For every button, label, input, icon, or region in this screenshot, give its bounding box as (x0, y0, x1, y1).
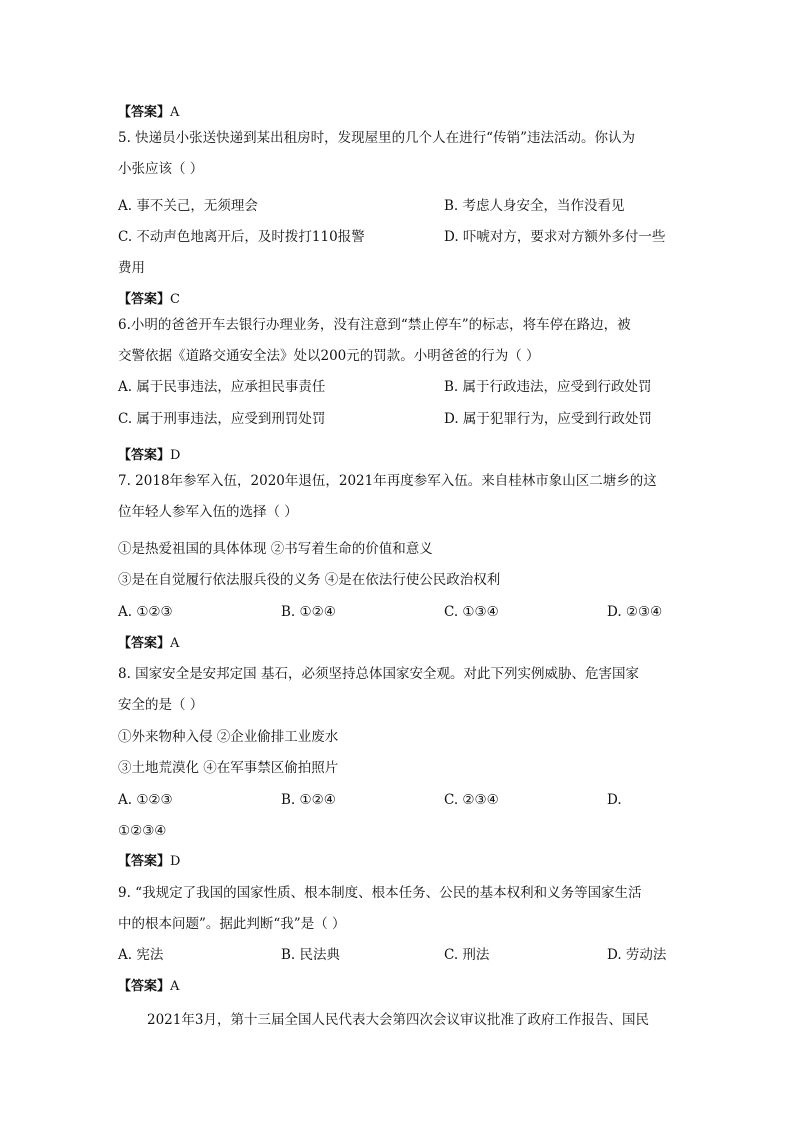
question-5-stem-line2: 小张应该（ ） (118, 161, 204, 177)
answer-line-q6 (118, 447, 180, 465)
question-5-stem-line1: 5. 快递员小张送快递到某出租房时，发现屋里的几个人在进行“传销”违法活动。你认为 (118, 130, 635, 146)
question-7-items-line2: ③是在自觉履行依法服兵役的义务 ④是在依法行使公民政治权利 (118, 572, 501, 588)
answer-label: 【答案】 (118, 292, 171, 307)
question-9-option-a: A. 宪法 (118, 947, 164, 963)
answer-line-q5 (118, 291, 180, 309)
answer-line-q4 (118, 104, 179, 122)
question-8-items-line2: ③土地荒漠化 ④在军事禁区偷拍照片 (118, 760, 339, 776)
question-7-option-a: A. ①②③ (118, 604, 173, 620)
question-5-option-d: D. 吓唬对方，要求对方额外多付一些 (444, 229, 666, 245)
question-9-stem-line2: 中的根本问题”。据此判断“我”是（ ） (118, 916, 346, 932)
question-8-option-d-continued: ①②③④ (118, 823, 167, 839)
question-8-option-b: B. ①②④ (281, 792, 336, 808)
question-8-option-a: A. ①②③ (118, 792, 173, 808)
answer-line-q7 (118, 635, 179, 653)
question-8-items-line1: ①外来物种入侵 ②企业偷排工业废水 (118, 729, 339, 745)
question-6-option-d: D. 属于犯罪行为，应受到行政处罚 (444, 411, 652, 427)
question-7-option-d: D. ②③④ (607, 604, 663, 620)
question-6-stem-line2: 交警依据《道路交通安全法》处以200元的罚款。小明爸爸的行为（ ） (118, 348, 540, 364)
question-7-stem-line2: 位年轻人参军入伍的选择（ ） (118, 504, 298, 520)
question-7-stem-line1: 7. 2018年参军入伍，2020年退伍，2021年再度参军入伍。来自桂林市象山区二塘乡的这 (118, 473, 657, 489)
answer-value: D (170, 448, 181, 463)
passage-line1: 2021年3月，第十三届全国人民代表大会第四次会议审议批准了政府工作报告、国民 (147, 1012, 649, 1028)
question-8-stem-line1: 8. 国家安全是安邦定国 基石，必须坚持总体国家安全观。对此下列实例威胁、危害国家 (118, 666, 639, 682)
question-8-option-d: D. (607, 792, 622, 808)
answer-value: C (170, 292, 180, 307)
question-7-option-b: B. ①②④ (281, 604, 336, 620)
answer-line-q8 (118, 853, 180, 871)
answer-value: A (170, 979, 180, 994)
question-5-option-a: A. 事不关己，无须理会 (118, 198, 258, 214)
question-9-option-b: B. 民法典 (281, 947, 341, 963)
answer-label: 【答案】 (118, 105, 171, 120)
question-7-items-line1: ①是热爱祖国的具体体现 ②书写着生命的价值和意义 (118, 541, 433, 557)
answer-label: 【答案】 (118, 979, 171, 994)
question-6-option-c: C. 属于刑事违法，应受到刑罚处罚 (118, 411, 326, 427)
question-7-option-c: C. ①③④ (444, 604, 499, 620)
question-8-option-c: C. ②③④ (444, 792, 499, 808)
question-6-option-a: A. 属于民事违法，应承担民事责任 (118, 379, 326, 395)
question-6-stem-line1: 6.小明的爸爸开车去银行办理业务，没有注意到“禁止停车”的标志，将车停在路边，被 (118, 317, 631, 333)
answer-label: 【答案】 (118, 636, 171, 651)
question-9-stem-line1: 9. “我规定了我国的国家性质、根本制度、根本任务、公民的基本权利和义务等国家生活 (118, 885, 642, 901)
answer-value: A (170, 105, 180, 120)
answer-line-q9 (118, 978, 179, 996)
question-6-option-b: B. 属于行政违法，应受到行政处罚 (444, 379, 652, 395)
question-9-option-d: D. 劳动法 (607, 947, 667, 963)
question-5-option-c: C. 不动声色地离开后，及时拨打110报警 (118, 229, 365, 245)
question-8-stem-line2: 安全的是（ ） (118, 697, 204, 713)
question-5-option-d-continued: 费用 (118, 260, 145, 276)
question-9-option-c: C. 刑法 (444, 947, 490, 963)
question-5-option-b: B. 考虑人身安全，当作没看见 (444, 198, 625, 214)
answer-value: A (170, 636, 180, 651)
answer-label: 【答案】 (118, 854, 171, 869)
answer-value: D (170, 854, 181, 869)
answer-label: 【答案】 (118, 448, 171, 463)
